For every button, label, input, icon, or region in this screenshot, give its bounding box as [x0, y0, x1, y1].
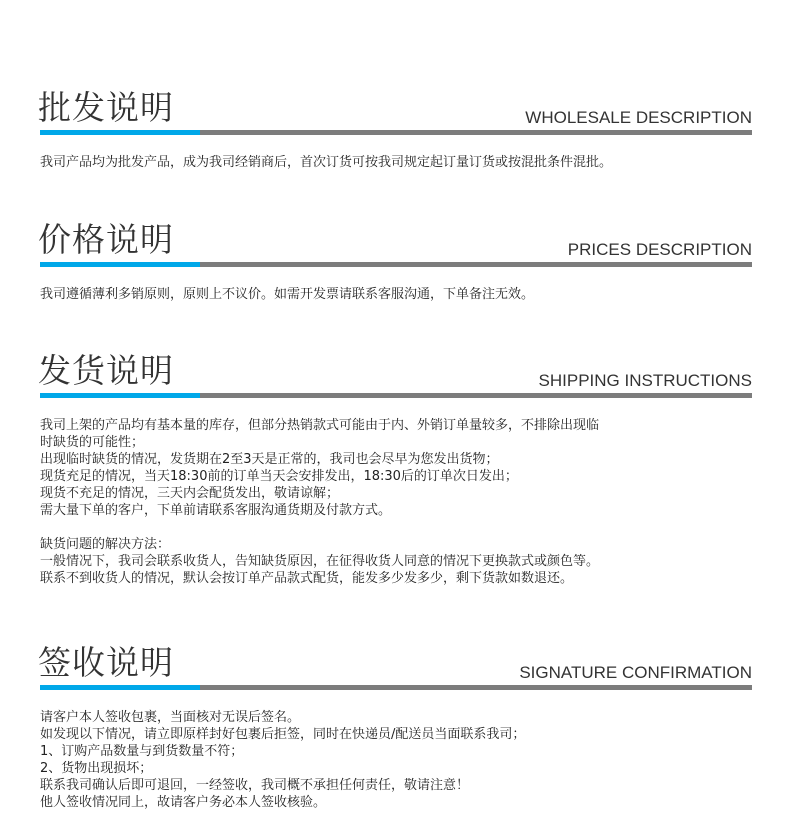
section-body [40, 417, 760, 587]
section-title: 发货说明 [38, 351, 174, 390]
body-line: 时缺货的可能性； [40, 435, 145, 450]
section-wholesale [0, 78, 790, 171]
body-line: 如发现以下情况，请立即原样封好包裹后拒签，同时在快递员/配送员当面联系我司； [40, 727, 526, 742]
body-line: 2、货物出现损坏； [40, 761, 153, 776]
section-signature [0, 633, 790, 811]
body-line: 请客户本人签收包裹，当面核对无误后签名。 [40, 710, 301, 725]
section-divider [40, 393, 752, 398]
section-body [40, 286, 760, 303]
section-header [0, 341, 790, 393]
section-body [40, 709, 760, 811]
section-header [0, 633, 790, 685]
section-divider [40, 262, 752, 267]
section-title: 签收说明 [38, 643, 174, 682]
section-subtitle: PRICES DESCRIPTION [567, 240, 752, 259]
body-line: 一般情况下，我司会联系收货人，告知缺货原因，在征得收货人同意的情况下更换款式或颜色等。 [40, 554, 600, 569]
section-subtitle: SHIPPING INSTRUCTIONS [538, 371, 752, 390]
section-subtitle: SIGNATURE CONFIRMATION [519, 663, 752, 682]
body-line: 1、订购产品数量与到货数量不符； [40, 744, 244, 759]
body-line: 联系我司确认后即可退回，一经签收，我司概不承担任何责任，敬请注意！ [40, 778, 470, 793]
body-line: 出现临时缺货的情况，发货期在2至3天是正常的，我司也会尽早为您发出货物； [40, 452, 499, 467]
body-line: 现货不充足的情况，三天内会配货发出，敬请谅解； [40, 486, 340, 501]
body-line: 联系不到收货人的情况，默认会按订单产品款式配货，能发多少发多少，剩下货款如数退还。 [40, 571, 574, 586]
divider-accent [40, 130, 200, 135]
body-line: 我司上架的产品均有基本量的库存，但部分热销款式可能由于内、外销订单量较多，不排除出现临 [40, 418, 600, 433]
section-prices [0, 210, 790, 303]
section-header [0, 210, 790, 262]
body-line: 我司遵循薄利多销原则，原则上不议价。如需开发票请联系客服沟通，下单备注无效。 [40, 287, 535, 302]
divider-accent [40, 393, 200, 398]
section-body [40, 154, 760, 171]
section-title: 批发说明 [38, 88, 174, 127]
section-header [0, 78, 790, 130]
section-shipping [0, 341, 790, 587]
body-line: 他人签收情况同上，故请客户务必本人签收核验。 [40, 795, 327, 810]
section-subtitle: WHOLESALE DESCRIPTION [525, 108, 752, 127]
divider-accent [40, 262, 200, 267]
section-divider [40, 685, 752, 690]
divider-accent [40, 685, 200, 690]
section-title: 价格说明 [38, 220, 174, 259]
body-spacer [40, 519, 760, 536]
body-line: 现货充足的情况，当天18:30前的订单当天会安排发出，18:30后的订单次日发出； [40, 469, 518, 484]
section-divider [40, 130, 752, 135]
body-line: 我司产品均为批发产品，成为我司经销商后，首次订货可按我司规定起订量订货或按混批条件混批。 [40, 155, 613, 170]
body-line: 缺货问题的解决方法： [40, 537, 171, 552]
body-line: 需大量下单的客户，下单前请联系客服沟通货期及付款方式。 [40, 503, 392, 518]
